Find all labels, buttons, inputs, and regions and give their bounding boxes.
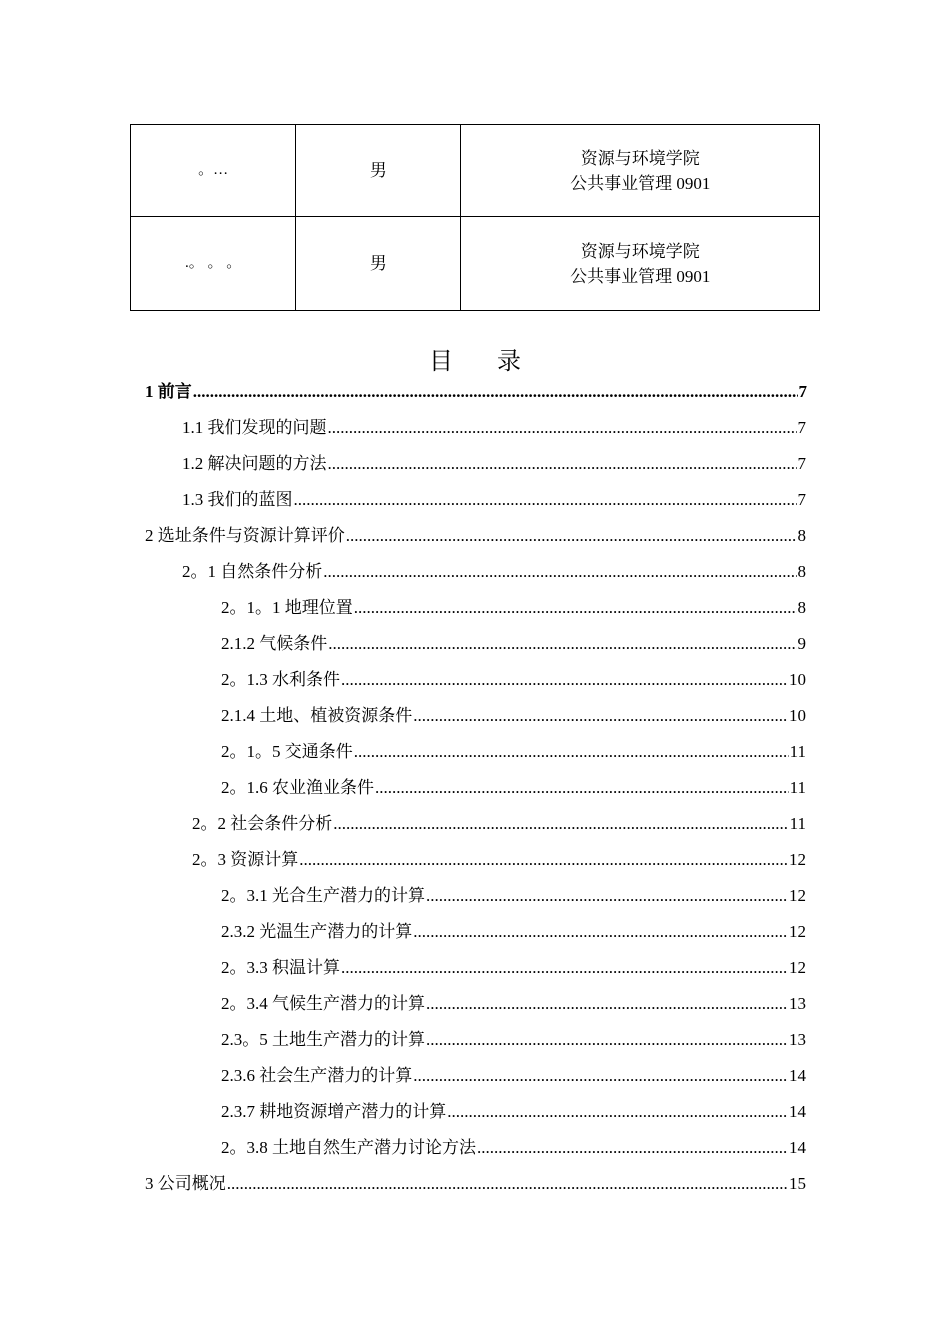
toc-entry-label: 2。3.4 气候生产潜力的计算: [221, 994, 425, 1013]
toc-entry[interactable]: [221, 1063, 806, 1089]
toc-entry-label: 2。3.1 光合生产潜力的计算: [221, 886, 425, 905]
toc-entry-label: 2 选址条件与资源计算评价: [145, 526, 345, 545]
toc-entry[interactable]: [221, 919, 806, 945]
toc-entry[interactable]: [221, 595, 806, 621]
toc-entry-label: 2。1.3 水利条件: [221, 670, 340, 689]
toc-leader: [227, 1171, 788, 1197]
toc-entry-page: 14: [789, 1066, 806, 1085]
toc-entry[interactable]: [145, 379, 807, 405]
toc-entry[interactable]: [182, 487, 806, 513]
member-dept-cell: [461, 217, 820, 311]
toc-entry-label: 2。3 资源计算: [192, 850, 299, 869]
toc-entry-page: 15: [789, 1174, 806, 1193]
toc-entry-label: 1 前言: [145, 382, 192, 401]
toc-entry-page: 8: [797, 598, 806, 617]
dept-college: 资源与环境学院: [580, 148, 700, 168]
toc-entry-page: 8: [797, 526, 806, 545]
toc-entry[interactable]: [221, 667, 806, 693]
toc-leader: [193, 379, 798, 405]
toc-entry[interactable]: [221, 1027, 806, 1053]
toc-entry-label: 1.2 解决问题的方法: [182, 454, 327, 473]
toc-entry[interactable]: [221, 1135, 806, 1161]
member-name-cell: .。 。 。: [131, 217, 296, 311]
toc-entry[interactable]: [221, 883, 806, 909]
toc-entry[interactable]: [221, 631, 806, 657]
toc-entry[interactable]: [221, 991, 806, 1017]
toc-entry-label: 2。3.8 土地自然生产潜力讨论方法: [221, 1138, 476, 1157]
toc-entry-page: 14: [789, 1138, 806, 1157]
toc-entry-page: 14: [789, 1102, 806, 1121]
toc-entry[interactable]: [182, 559, 806, 585]
toc-entry-page: 8: [797, 562, 806, 581]
toc-leader: [354, 739, 789, 765]
toc-entry-label: 2。1。5 交通条件: [221, 742, 353, 761]
toc-entry[interactable]: [145, 1171, 806, 1197]
toc-title: 目录: [429, 349, 565, 375]
toc-leader: [426, 1027, 788, 1053]
toc-leader: [341, 955, 788, 981]
toc-entry-page: 7: [797, 490, 806, 509]
toc-entry-label: 2。1.6 农业渔业条件: [221, 778, 374, 797]
table-row: [131, 217, 820, 311]
toc-entry-label: 2.3.7 耕地资源增产潜力的计算: [221, 1102, 447, 1121]
toc-leader: [323, 559, 796, 585]
toc-entry-label: 3 公司概况: [145, 1174, 226, 1193]
toc-entry-page: 9: [797, 634, 806, 653]
dept-class: 公共事业管理 0901: [570, 173, 711, 193]
toc-entry-label: 2.3.6 社会生产潜力的计算: [221, 1066, 413, 1085]
member-gender-cell: 男: [296, 125, 461, 217]
toc-entry-label: 2。1。1 地理位置: [221, 598, 353, 617]
toc-leader: [346, 523, 797, 549]
toc-entry[interactable]: [182, 415, 806, 441]
toc-entry-label: 2.3。5 土地生产潜力的计算: [221, 1030, 425, 1049]
member-dept-cell: [461, 125, 820, 217]
toc-entry-page: 7: [797, 418, 806, 437]
toc-entry[interactable]: [145, 523, 806, 549]
toc-leader: [299, 847, 788, 873]
toc-entry-page: 11: [789, 778, 806, 797]
toc-entry-label: 2。2 社会条件分析: [192, 814, 333, 833]
toc-leader: [375, 775, 789, 801]
toc-entry-page: 11: [789, 742, 806, 761]
toc-leader: [354, 595, 797, 621]
toc-entry-page: 12: [789, 958, 806, 977]
toc-entry-page: 12: [789, 886, 806, 905]
toc-leader: [333, 811, 788, 837]
toc-entry-label: 2.1.2 气候条件: [221, 634, 328, 653]
toc-entry-label: 2。3.3 积温计算: [221, 958, 340, 977]
table-row: [131, 125, 820, 217]
toc-leader: [447, 1099, 788, 1125]
toc-leader: [294, 487, 797, 513]
toc-entry[interactable]: [221, 775, 806, 801]
toc-entry[interactable]: [221, 703, 806, 729]
toc-entry-page: 13: [789, 1030, 806, 1049]
toc-entry-label: 2。1 自然条件分析: [182, 562, 323, 581]
member-name-cell: 。…: [131, 125, 296, 217]
toc-entry-page: 7: [797, 454, 806, 473]
toc-entry-label: 2.1.4 土地、植被资源条件: [221, 706, 413, 725]
toc-entry-page: 13: [789, 994, 806, 1013]
toc-leader: [426, 991, 788, 1017]
toc-entry-label: 2.3.2 光温生产潜力的计算: [221, 922, 413, 941]
toc-entry[interactable]: [221, 955, 806, 981]
toc-entry[interactable]: [221, 739, 806, 765]
toc-leader: [328, 451, 797, 477]
toc-leader: [413, 919, 788, 945]
toc-leader: [328, 631, 796, 657]
dept-class: 公共事业管理 0901: [570, 266, 711, 286]
toc-entry-page: 7: [798, 382, 807, 401]
toc-leader: [413, 703, 788, 729]
toc-leader: [413, 1063, 788, 1089]
member-gender-cell: 男: [296, 217, 461, 311]
dept-college: 资源与环境学院: [580, 241, 700, 261]
toc-entry-page: 12: [789, 850, 806, 869]
toc-entry[interactable]: [192, 811, 806, 837]
toc-entry[interactable]: [221, 1099, 806, 1125]
toc-leader: [477, 1135, 788, 1161]
members-table: [130, 124, 820, 311]
toc-entry[interactable]: [182, 451, 806, 477]
toc-leader: [426, 883, 788, 909]
toc-entry-page: 10: [789, 670, 806, 689]
toc-entry-label: 1.1 我们发现的问题: [182, 418, 327, 437]
toc-entry-label: 1.3 我们的蓝图: [182, 490, 293, 509]
toc-leader: [328, 415, 797, 441]
toc-entry-page: 10: [789, 706, 806, 725]
toc-entry-page: 11: [789, 814, 806, 833]
toc-leader: [341, 667, 788, 693]
toc-entry[interactable]: [192, 847, 806, 873]
toc-entry-page: 12: [789, 922, 806, 941]
